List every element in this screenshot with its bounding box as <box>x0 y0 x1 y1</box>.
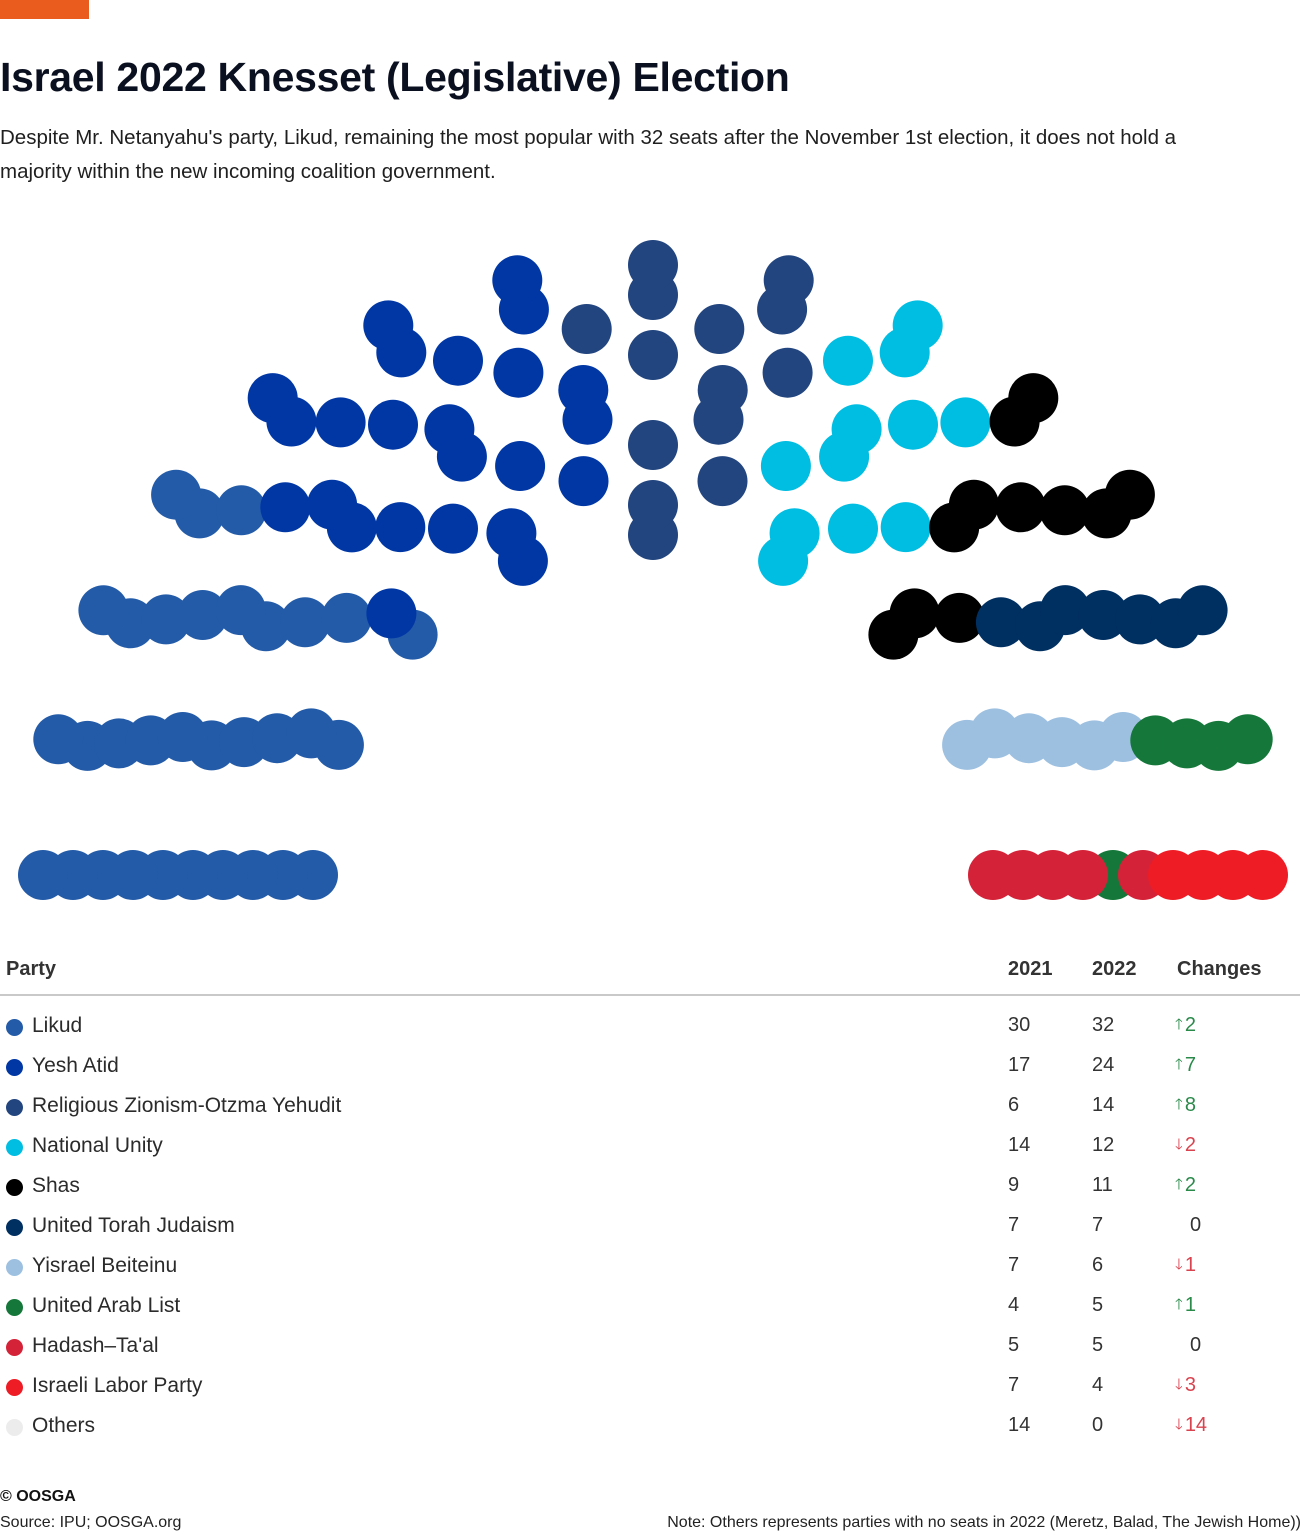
seat-yesh-atid <box>424 404 474 454</box>
seats-2021: 6 <box>1008 1094 1020 1116</box>
legend-swatch <box>6 1219 23 1236</box>
seat-religious-zionism-otzma-yehudit <box>628 480 678 530</box>
seat-national-unity <box>893 300 943 350</box>
table-row-yesh-atid <box>0 1048 1300 1088</box>
source-note: Source: IPU; OOSGA.org <box>0 1514 182 1531</box>
seat-religious-zionism-otzma-yehudit <box>628 240 678 290</box>
seat-national-unity <box>823 336 873 386</box>
seat-yesh-atid <box>493 348 543 398</box>
seat-national-unity <box>881 502 931 552</box>
party-name: Shas <box>32 1174 80 1197</box>
seat-yesh-atid <box>363 300 413 350</box>
seats-2022: 6 <box>1092 1254 1104 1276</box>
seats-2021: 7 <box>1008 1214 1020 1236</box>
table-row-hadash-ta-al <box>0 1328 1300 1368</box>
party-name: Religious Zionism-Otzma Yehudit <box>32 1094 342 1117</box>
seat-religious-zionism-otzma-yehudit <box>628 330 678 380</box>
seat-change: 🡓 14 <box>1175 1414 1207 1441</box>
table-row-yisrael-beiteinu <box>0 1248 1300 1288</box>
seats-2022: 5 <box>1092 1334 1104 1356</box>
seat-likud <box>151 470 201 520</box>
seat-change: 🡑 7 <box>1175 1054 1196 1081</box>
legend-swatch <box>6 1019 23 1036</box>
arrow-down-icon: 🡓 <box>1175 1256 1183 1273</box>
seat-national-unity <box>940 397 990 447</box>
seats-2021: 7 <box>1008 1254 1020 1276</box>
seats-2021: 14 <box>1008 1134 1031 1156</box>
seat-religious-zionism-otzma-yehudit <box>694 304 744 354</box>
legend-swatch <box>6 1179 23 1196</box>
seat-shas <box>1008 373 1058 423</box>
seat-yesh-atid <box>375 502 425 552</box>
seats-2022: 11 <box>1092 1174 1113 1196</box>
seat-national-unity <box>888 400 938 450</box>
copyright: © OOSGA <box>0 1488 76 1505</box>
seat-change: 🡑 2 <box>1175 1014 1196 1041</box>
seat-likud <box>33 714 83 764</box>
legend-swatch <box>6 1259 23 1276</box>
seat-yesh-atid <box>495 441 545 491</box>
seats-2021: 7 <box>1008 1374 1020 1396</box>
seat-hadash-ta-al <box>1058 850 1108 900</box>
table-row-shas <box>0 1168 1300 1208</box>
seats-2021: 14 <box>1008 1414 1031 1436</box>
party-name: Likud <box>32 1014 83 1037</box>
seat-yesh-atid <box>433 336 483 386</box>
table-row-others <box>0 1408 1300 1448</box>
arrow-up-icon: 🡑 <box>1175 1296 1183 1313</box>
seats-2021: 9 <box>1008 1174 1020 1196</box>
table-row-national-unity <box>0 1128 1300 1168</box>
seat-change: 0 <box>1190 1214 1202 1236</box>
seats-2021: 17 <box>1008 1054 1031 1076</box>
seats-2021: 4 <box>1008 1294 1020 1316</box>
party-name: Israeli Labor Party <box>32 1374 203 1397</box>
seat-shas <box>1105 470 1155 520</box>
seat-israeli-labor-party <box>1178 850 1228 900</box>
arrow-down-icon: 🡓 <box>1175 1376 1183 1393</box>
legend-swatch <box>6 1299 23 1316</box>
seats-2021: 5 <box>1008 1334 1020 1356</box>
table-row-likud <box>0 1008 1300 1048</box>
seat-change: 🡓 2 <box>1175 1134 1196 1161</box>
seats-2022: 0 <box>1092 1414 1104 1436</box>
seat-yesh-atid <box>260 482 310 532</box>
party-name: United Arab List <box>32 1294 181 1317</box>
accent-bar <box>0 0 89 19</box>
party-name: Hadash–Ta'al <box>32 1334 159 1357</box>
seat-likud <box>18 850 68 900</box>
seat-change: 🡑 8 <box>1175 1094 1196 1121</box>
seat-shas <box>890 588 940 638</box>
seats-2022: 32 <box>1092 1014 1115 1036</box>
seat-national-unity <box>828 504 878 554</box>
seat-yesh-atid <box>559 456 609 506</box>
header-2021: 2021 <box>1008 958 1053 980</box>
seat-change: 🡓 1 <box>1175 1254 1196 1281</box>
header-changes: Changes <box>1177 958 1262 980</box>
party-name: National Unity <box>32 1134 163 1157</box>
seats-2021: 30 <box>1008 1014 1031 1036</box>
seat-yesh-atid <box>486 508 536 558</box>
chart-subtitle: Despite Mr. Netanyahu's party, Likud, remaining the most popular with 32 seats after the November 1st election, it does not hold a majority within the new incoming coalition government. <box>0 126 1177 183</box>
party-name: Yisrael Beiteinu <box>32 1254 178 1277</box>
seat-national-unity <box>832 404 882 454</box>
seat-yesh-atid <box>366 588 416 638</box>
seats-2022: 24 <box>1092 1054 1115 1076</box>
seat-likud <box>322 593 372 643</box>
seats-2022: 14 <box>1092 1094 1115 1116</box>
seat-yesh-atid <box>428 504 478 554</box>
chart-title: Israel 2022 Knesset (Legislative) Election <box>0 54 790 100</box>
seat-religious-zionism-otzma-yehudit <box>698 456 748 506</box>
legend-swatch <box>6 1139 23 1156</box>
table-header <box>0 948 1300 996</box>
seat-national-unity <box>761 441 811 491</box>
party-name: Yesh Atid <box>32 1054 119 1077</box>
seat-yesh-atid <box>307 480 357 530</box>
seat-united-torah-judaism <box>1178 585 1228 635</box>
seat-religious-zionism-otzma-yehudit <box>763 348 813 398</box>
seat-likud <box>78 585 128 635</box>
seat-religious-zionism-otzma-yehudit <box>764 255 814 305</box>
seat-change: 🡑 2 <box>1175 1174 1196 1201</box>
seats-2022: 5 <box>1092 1294 1104 1316</box>
seats-2022: 12 <box>1092 1134 1115 1156</box>
seat-israeli-labor-party <box>1238 850 1288 900</box>
seat-yesh-atid <box>492 255 542 305</box>
table-row-israeli-labor-party <box>0 1368 1300 1408</box>
seat-religious-zionism-otzma-yehudit <box>698 365 748 415</box>
party-name: United Torah Judaism <box>32 1214 235 1237</box>
seat-likud <box>158 712 208 762</box>
legend-swatch <box>6 1419 23 1436</box>
header-party: Party <box>6 958 57 980</box>
seat-religious-zionism-otzma-yehudit <box>628 420 678 470</box>
arrow-up-icon: 🡑 <box>1175 1096 1183 1113</box>
table-row-united-arab-list <box>0 1288 1300 1328</box>
seat-yesh-atid <box>558 365 608 415</box>
seat-religious-zionism-otzma-yehudit <box>562 304 612 354</box>
seats-2022: 7 <box>1092 1214 1104 1236</box>
arrow-down-icon: 🡓 <box>1175 1416 1183 1433</box>
header-2022: 2022 <box>1092 958 1137 980</box>
seat-change: 0 <box>1190 1334 1202 1356</box>
seat-yesh-atid <box>368 400 418 450</box>
seat-likud <box>216 485 266 535</box>
seat-yesh-atid <box>316 397 366 447</box>
seat-national-unity <box>770 508 820 558</box>
seat-shas <box>996 482 1046 532</box>
legend-swatch <box>6 1379 23 1396</box>
seat-yesh-atid <box>248 373 298 423</box>
arrow-up-icon: 🡑 <box>1175 1056 1183 1073</box>
legend-swatch <box>6 1059 23 1076</box>
footnote: Note: Others represents parties with no seats in 2022 (Meretz, Balad, The Jewish Home)) <box>667 1514 1301 1531</box>
seat-likud <box>216 585 266 635</box>
parliament-seat-chart <box>0 230 1307 910</box>
party-name: Others <box>32 1414 96 1437</box>
seat-change: 🡑 1 <box>1175 1294 1196 1321</box>
seat-likud <box>286 708 336 758</box>
seat-change: 🡓 3 <box>1175 1374 1196 1401</box>
arrow-up-icon: 🡑 <box>1175 1016 1183 1033</box>
arrow-down-icon: 🡓 <box>1175 1136 1183 1153</box>
table-row-united-torah-judaism <box>0 1208 1300 1248</box>
legend-swatch <box>6 1339 23 1356</box>
legend-swatch <box>6 1099 23 1116</box>
seat-shas <box>949 480 999 530</box>
table-row-religious-zionism-otzma-yehudit <box>0 1088 1300 1128</box>
seats-2022: 4 <box>1092 1374 1104 1396</box>
seat-united-arab-list <box>1223 714 1273 764</box>
arrow-up-icon: 🡑 <box>1175 1176 1183 1193</box>
